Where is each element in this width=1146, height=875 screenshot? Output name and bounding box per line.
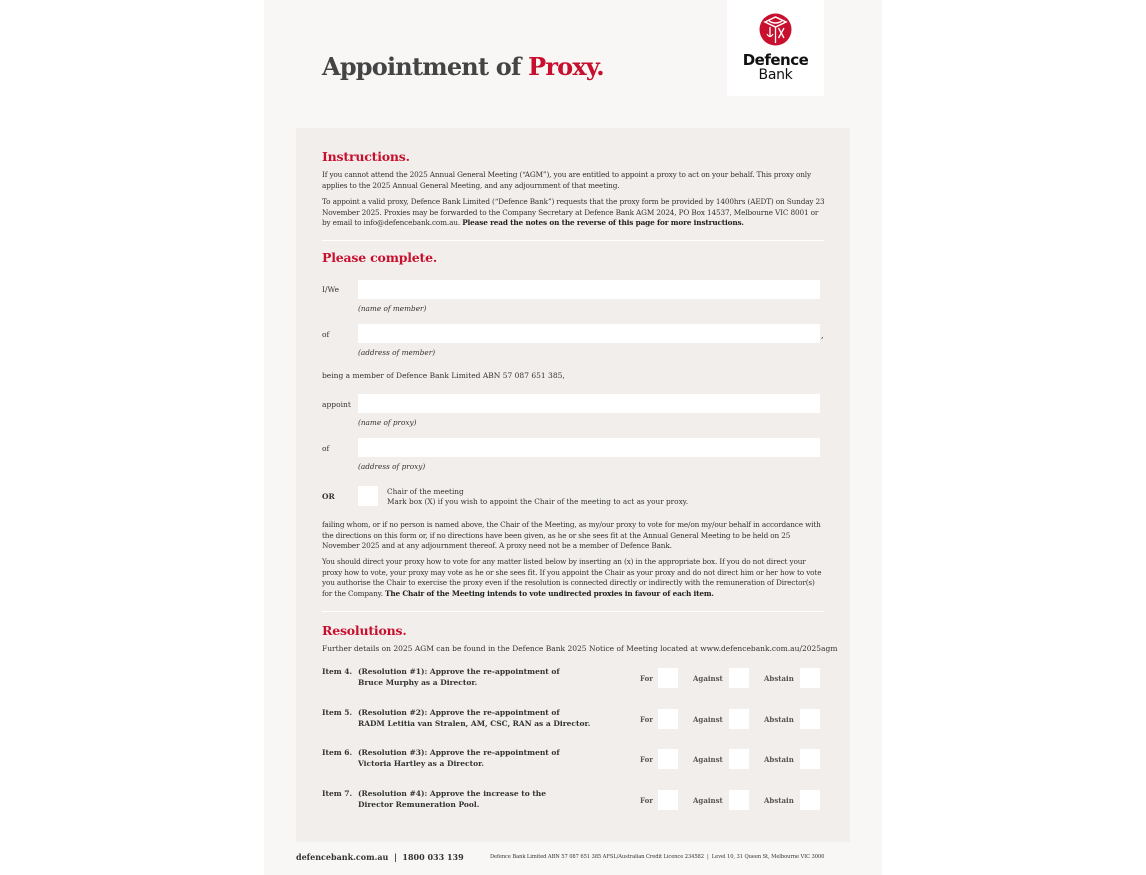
member-name-hint: (name of member) bbox=[358, 304, 427, 313]
member-name-input[interactable] bbox=[358, 280, 820, 299]
for-label: For bbox=[640, 674, 653, 683]
abstain-label: Abstain bbox=[764, 674, 794, 683]
proxy-address-hint: (address of proxy) bbox=[358, 462, 426, 471]
item-description-line-1: (Resolution #3): Approve the re-appointment of bbox=[358, 748, 560, 757]
proxy-name-hint: (name of proxy) bbox=[358, 418, 417, 427]
being-member-text: being a member of Defence Bank Limited ABN 57 087 651 385, bbox=[322, 371, 565, 380]
against-checkbox[interactable] bbox=[729, 790, 749, 810]
abstain-label: Abstain bbox=[764, 715, 794, 724]
chair-title: Chair of the meeting bbox=[387, 487, 464, 496]
chair-text bbox=[387, 487, 688, 507]
for-checkbox[interactable] bbox=[658, 790, 678, 810]
resolution-item bbox=[322, 667, 852, 691]
divider bbox=[322, 240, 824, 241]
divider bbox=[322, 611, 824, 612]
item-number: Item 7. bbox=[322, 789, 353, 798]
item-description-line-2: Victoria Hartley as a Director. bbox=[358, 758, 484, 768]
resolution-item bbox=[322, 748, 852, 772]
for-checkbox[interactable] bbox=[658, 749, 678, 769]
failing-whom-text: failing whom, or if no person is named above, the Chair of the Meeting, as my/our proxy to vote for me/on my/our behalf in accordance with the directions on this form or, if no directions have been given, as he or she sees fit at the Annual General Meeting to be held on 25 November 2025 and at any adjournment thereof. A proxy need not be a member of Defence Bank. bbox=[322, 520, 821, 550]
proxy-address-input[interactable] bbox=[358, 438, 820, 457]
footer-legal: Defence Bank Limited ABN 57 087 651 385 AFSL/Australian Credit Licence 234582 | Level 10, 31 Queen St, Melbourne VIC 3000 bbox=[490, 854, 825, 860]
form-panel bbox=[296, 128, 850, 842]
for-label: For bbox=[640, 796, 653, 805]
for-label: For bbox=[640, 715, 653, 724]
chair-checkbox[interactable] bbox=[358, 486, 378, 506]
against-checkbox[interactable] bbox=[729, 749, 749, 769]
please-complete-heading: Please complete. bbox=[322, 250, 438, 265]
member-address-input[interactable] bbox=[358, 324, 820, 343]
item-description bbox=[358, 667, 628, 688]
page-title bbox=[322, 52, 604, 81]
against-label: Against bbox=[693, 796, 723, 805]
instructions-paragraph-1: If you cannot attend the 2025 Annual General Meeting (“AGM”), you are entitled to appoint a proxy to act on your behalf. This proxy only applies to the 2025 Annual General Meeting, and any adjournment of that meeting. bbox=[322, 170, 811, 190]
item-description-line-2: Director Remuneration Pool. bbox=[358, 799, 480, 809]
resolution-item bbox=[322, 789, 852, 813]
direct-proxy-bold: The Chair of the Meeting intends to vote undirected proxies in favour of each item. bbox=[385, 588, 714, 598]
instructions-paragraph-2-bold: Please read the notes on the reverse of this page for more instructions. bbox=[462, 218, 744, 227]
instructions-paragraph-2 bbox=[322, 197, 826, 229]
defence-bank-crest-icon bbox=[759, 13, 792, 46]
item-number: Item 5. bbox=[322, 708, 353, 717]
title-text: Appointment of bbox=[322, 52, 521, 81]
footer-contact: defencebank.com.au | 1800 033 139 bbox=[296, 852, 464, 862]
for-checkbox[interactable] bbox=[658, 709, 678, 729]
item-number: Item 4. bbox=[322, 667, 353, 676]
item-description-line-2: Bruce Murphy as a Director. bbox=[358, 677, 478, 687]
instructions-paragraph-2-text: To appoint a valid proxy, Defence Bank Limited (“Defence Bank”) requests that the proxy form be provided by 1400hrs (AEDT) on Sunday 23 November 2025. Proxies may be forwarded to the Company Secretary at Defence Bank AGM 2024, PO Box 14537, Melbourne VIC 8001 or by email to info@defencebank.com.au. bbox=[322, 197, 825, 227]
abstain-checkbox[interactable] bbox=[800, 749, 820, 769]
instructions-heading: Instructions. bbox=[322, 149, 410, 164]
direct-proxy-text bbox=[322, 557, 826, 599]
member-of-label: of bbox=[322, 330, 330, 339]
item-number: Item 6. bbox=[322, 748, 353, 757]
against-label: Against bbox=[693, 715, 723, 724]
form-page bbox=[264, 0, 882, 875]
chair-instruction: Mark box (X) if you wish to appoint the Chair of the meeting to act as your proxy. bbox=[387, 497, 689, 506]
against-label: Against bbox=[693, 674, 723, 683]
abstain-label: Abstain bbox=[764, 755, 794, 764]
resolutions-heading: Resolutions. bbox=[322, 623, 407, 638]
logo-line-2: Bank bbox=[758, 67, 793, 83]
abstain-checkbox[interactable] bbox=[800, 668, 820, 688]
for-label: For bbox=[640, 755, 653, 764]
member-address-hint: (address of member) bbox=[358, 348, 436, 357]
member-address-comma: , bbox=[821, 331, 824, 340]
item-description-line-1: (Resolution #2): Approve the re-appointment of bbox=[358, 708, 560, 717]
item-description bbox=[358, 708, 628, 729]
resolutions-intro: Further details on 2025 AGM can be found in the Defence Bank 2025 Notice of Meeting located at www.defencebank.com.au/2025agm bbox=[322, 644, 838, 653]
or-label: OR bbox=[322, 492, 335, 501]
direct-proxy-body: You should direct your proxy how to vote for any matter listed below by inserting an (x) in the appropriate box. If you do not direct your proxy how to vote, your proxy may vote as he or she sees fit. If you appoint the Chair as your proxy and do not direct him or her how to vote you authorise the Chair to exercise the proxy even if the resolution is connected directly or indirectly with the remuneration of Director(s) for the Company. bbox=[322, 557, 822, 598]
appoint-label: appoint bbox=[322, 400, 351, 409]
against-checkbox[interactable] bbox=[729, 709, 749, 729]
proxy-of-label: of bbox=[322, 444, 330, 453]
item-description-line-1: (Resolution #4): Approve the increase to the bbox=[358, 789, 547, 798]
abstain-checkbox[interactable] bbox=[800, 790, 820, 810]
title-accent-text: Proxy. bbox=[528, 52, 604, 81]
item-description bbox=[358, 748, 628, 769]
abstain-label: Abstain bbox=[764, 796, 794, 805]
logo-line-1: Defence bbox=[742, 51, 809, 69]
resolution-item bbox=[322, 708, 852, 732]
item-description bbox=[358, 789, 628, 810]
for-checkbox[interactable] bbox=[658, 668, 678, 688]
item-description-line-2: RADM Letitia van Stralen, AM, CSC, RAN as a Director. bbox=[358, 718, 591, 728]
proxy-name-input[interactable] bbox=[358, 394, 820, 413]
abstain-checkbox[interactable] bbox=[800, 709, 820, 729]
against-checkbox[interactable] bbox=[729, 668, 749, 688]
member-label: I/We bbox=[322, 285, 340, 294]
against-label: Against bbox=[693, 755, 723, 764]
defence-bank-logo bbox=[727, 0, 824, 96]
item-description-line-1: (Resolution #1): Approve the re-appointment of bbox=[358, 667, 560, 676]
